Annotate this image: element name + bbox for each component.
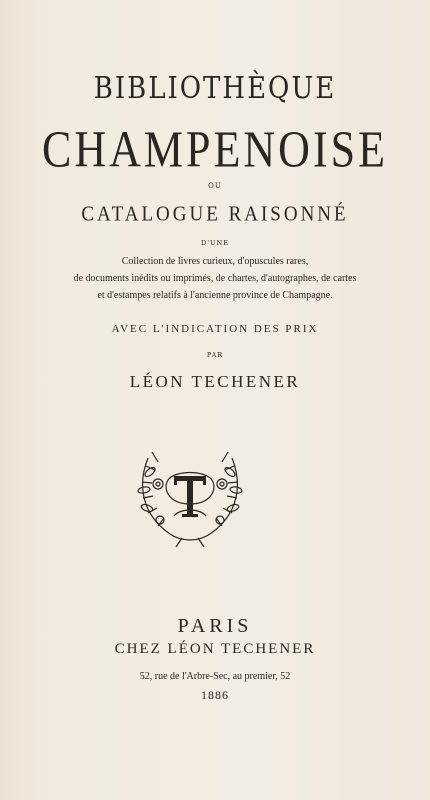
description-line-3: et d'estampes relatifs à l'ancienne province de Champagne.	[97, 290, 333, 301]
author-name: LÉON TECHENER	[129, 372, 301, 391]
description-line-1: Collection de livres curieux, d'opuscules rares,	[121, 256, 309, 267]
title-line-champenoise: CHAMPENOISE	[42, 120, 388, 179]
imprint-address: 52, rue de l'Arbre-Sec, au premier, 52	[139, 671, 291, 682]
connector-dune: D'UNE	[201, 239, 229, 247]
connector-par: PAR	[206, 351, 224, 359]
imprint-city: PARIS	[177, 615, 253, 637]
monogram-wreath-icon	[130, 438, 250, 550]
title-line-bibliotheque: BIBLIOTHÈQUE	[93, 71, 337, 107]
imprint-year: 1886	[201, 688, 229, 702]
subtitle-catalogue: CATALOGUE RAISONNÉ	[81, 202, 349, 226]
imprint-publisher: CHEZ LÉON TECHENER	[114, 641, 316, 657]
description-line-2: de documents inédits ou imprimés, de chartes, d'autographes, de cartes	[73, 273, 357, 284]
price-indication-line: AVEC L'INDICATION DES PRIX	[111, 323, 319, 335]
conjunction-ou: OU	[208, 182, 222, 190]
